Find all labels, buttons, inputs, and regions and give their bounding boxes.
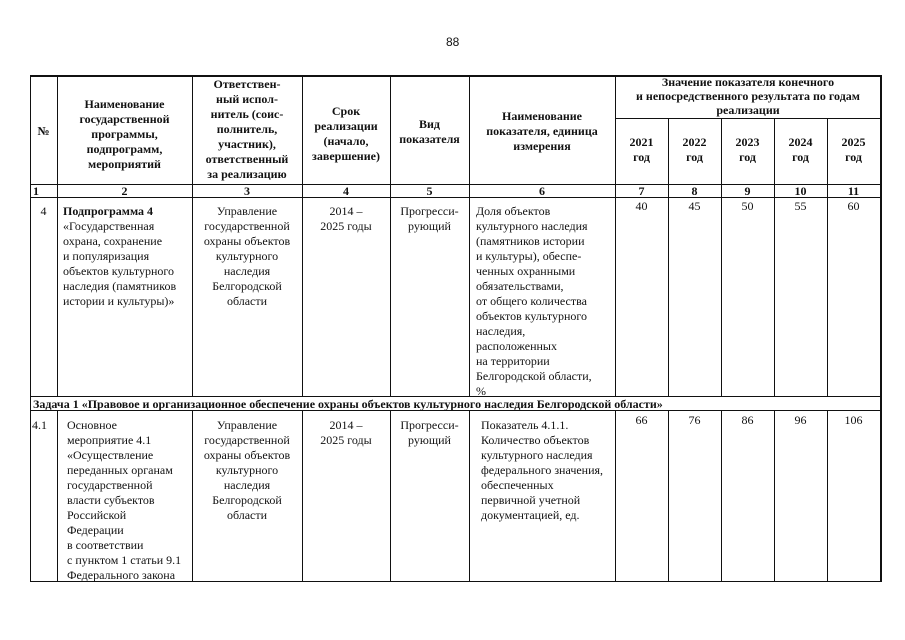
col-border-7b: [668, 410, 669, 582]
header-year-2024: 2024 год: [788, 135, 813, 164]
header-period: Срок реализации (начало, завершение): [312, 104, 380, 163]
row2-no: 4.1: [32, 418, 47, 432]
row2-name: Основное мероприятие 4.1 «Осуществление переданных органам государственной власти субъектов Российской Федерации в соответствии с пунктом 1 статьи 9.1 Федерального закона: [67, 418, 182, 582]
colnum-1: 1: [33, 184, 39, 198]
row1-value-2021: 40: [635, 199, 648, 213]
col-border-9b: [774, 410, 775, 582]
row1-responsible: Управление государственной охраны объектов культурного наследия Белгородской области: [203, 204, 291, 308]
row1-value-2022: 45: [688, 199, 701, 213]
colnum-6: 6: [539, 184, 545, 198]
col-border-5b: [469, 410, 470, 582]
colnum-10: 10: [794, 184, 807, 198]
row1-indicator: Доля объектов культурного наследия (памятников истории и культуры), обеспе- ченных охранными обязательствами, от общего количества объектов культурного наследия, расположенных на территории Белгородской области, %: [476, 204, 592, 398]
row2-kind: Прогресси- рующий: [400, 418, 459, 447]
colnum-11: 11: [847, 184, 860, 198]
header-responsible: Ответствен- ный испол- нитель (соис- полнитель, участник), ответственный за реализацию: [205, 77, 289, 181]
row1-period: 2014 – 2025 годы: [320, 204, 372, 233]
row1-value-2024: 55: [794, 199, 807, 213]
colnum-4: 4: [343, 184, 349, 198]
row2-period: 2014 – 2025 годы: [320, 418, 372, 447]
header-year-2023: 2023 год: [735, 135, 760, 164]
year-group-divider: [615, 118, 881, 119]
col-border-10b: [827, 410, 828, 582]
header-name: Наименование государственной программы, подпрограмм, мероприятий: [79, 97, 170, 171]
row2-value-2021: 66: [635, 413, 648, 427]
col-border-6b: [615, 410, 616, 582]
header-year-2025: 2025 год: [841, 135, 866, 164]
header-year-2022: 2022 год: [682, 135, 707, 164]
row1-name-bold: Подпрограмма 4: [63, 204, 154, 218]
header-no: №: [37, 124, 50, 138]
header-values-group: Значение показателя конечного и непосредственного результата по годам реализации: [636, 75, 860, 117]
task-1-title: Задача 1 «Правовое и организационное обеспечение охраны объектов культурного наследия Белгородской области»: [33, 397, 663, 411]
row1-kind: Прогресси- рующий: [400, 204, 459, 233]
header-kind: Вид показателя: [399, 117, 460, 146]
colnum-3: 3: [244, 184, 250, 198]
col-border-8b: [721, 410, 722, 582]
col-border-6a: [615, 75, 616, 397]
colnum-7: 7: [638, 184, 645, 198]
row2-value-2022: 76: [688, 413, 701, 427]
row1-no: 4: [40, 204, 47, 218]
row2-value-2025: 106: [844, 413, 863, 427]
row1-value-2025: 60: [847, 199, 860, 213]
colnum-2: 2: [121, 184, 128, 198]
row1-value-2023: 50: [741, 199, 754, 213]
page-number: 88: [446, 35, 460, 49]
colnum-9: 9: [744, 184, 751, 198]
header-indicator: Наименование показателя, единица измерения: [486, 109, 598, 153]
row1-name: «Государственная охрана, сохранение и популяризация объектов культурного наследия (памятников истории и культуры)»: [63, 219, 177, 308]
header-year-2021: 2021 год: [629, 135, 654, 164]
col-border-1b: [57, 410, 58, 582]
colnum-8: 8: [691, 184, 698, 198]
col-border-11: [880, 75, 882, 582]
row2-indicator: Показатель 4.1.1. Количество объектов культурного наследия федерального значения, обеспеченных первичной учетной документацией, ед.: [481, 418, 604, 522]
row2-value-2024: 96: [794, 413, 807, 427]
col-border-0: [30, 75, 31, 582]
row2-responsible: Управление государственной охраны объектов культурного наследия Белгородской области: [203, 418, 291, 522]
colnum-5: 5: [426, 184, 433, 198]
row2-value-2023: 86: [741, 413, 754, 427]
